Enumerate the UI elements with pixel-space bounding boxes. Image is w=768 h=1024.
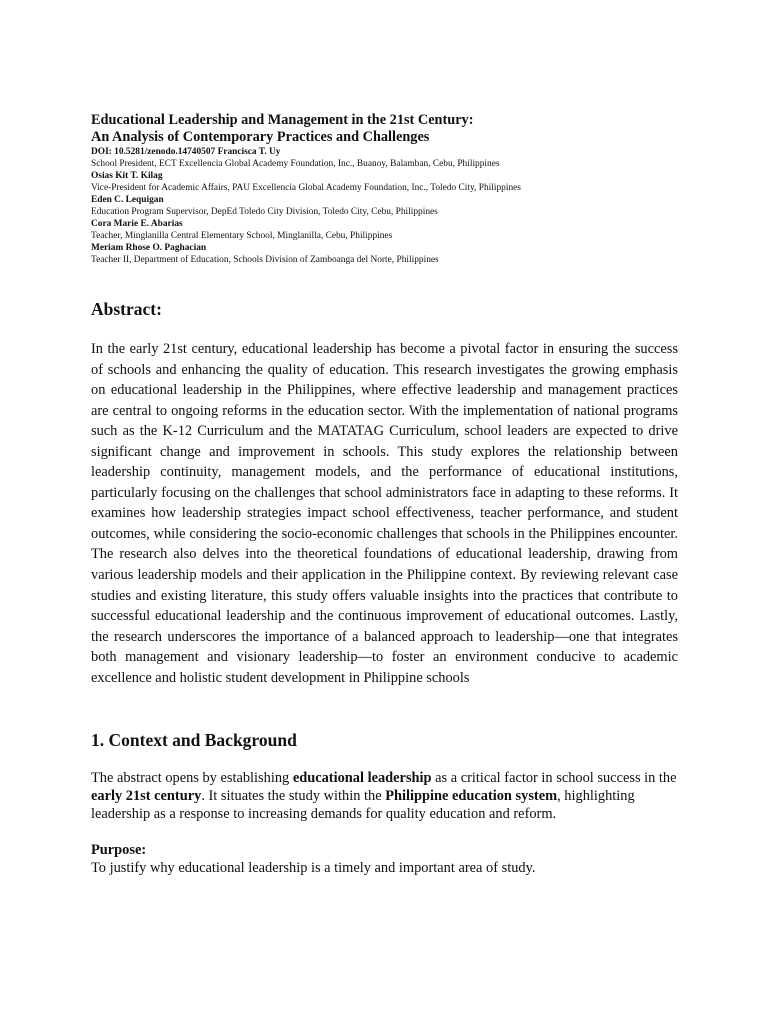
author-affiliation-4: Teacher, Minglanilla Central Elementary School, Minglanilla, Cebu, Philippines <box>91 231 393 241</box>
section-1-paragraph <box>91 769 691 823</box>
paper-title-line-1: Educational Leadership and Management in the 21st Century: <box>91 112 474 128</box>
section-1-heading: 1. Context and Background <box>91 730 297 750</box>
abstract-paragraph: In the early 21st century, educational leadership has become a pivotal factor in ensuring the success of schools and enhancing the quality of education. This research investigates the growing emphasis on educational leadership in the Philippines, where effective leadership and management practices are central to ongoing reforms in the education sector. With the implementation of national programs such as the K-12 Curriculum and the MATATAG Curriculum, school leaders are expected to drive significant change and improvement in schools. This study explores the relationship between leadership continuity, management models, and the performance of educational institutions, particularly focusing on the challenges that school administrators face in adapting to these reforms. It examines how leadership strategies impact school effectiveness, teacher performance, and student outcomes, while considering the socio-economic challenges that schools in the Philippines encounter. The research also delves into the theoretical foundations of educational leadership, drawing from various leadership models and their application in the Philippine context. By reviewing relevant case studies and existing literature, this study offers valuable insights into the practices that contribute to successful educational leadership and the continuous improvement of educational outcomes. Lastly, the research underscores the importance of a balanced approach to leadership—one that integrates both management and visionary leadership—to foster an environment conducive to academic excellence and holistic student development in Philippine schools <box>91 341 678 686</box>
emphasis-early-21st-century: early 21st century <box>91 788 202 804</box>
text-segment: The abstract opens by establishing <box>91 770 293 786</box>
purpose-block <box>91 841 691 877</box>
author-affiliation-5: Teacher II, Department of Education, Schools Division of Zamboanga del Norte, Philippines <box>91 255 439 265</box>
purpose-text: To justify why educational leadership is a timely and important area of study. <box>91 860 536 876</box>
emphasis-philippine-education-system: Philippine education system <box>385 788 558 804</box>
text-segment: as a critical factor in school success in the <box>431 770 677 786</box>
author-name-4: Cora Marie E. Abarias <box>91 219 183 229</box>
text-segment: . It situates the study within the <box>201 788 386 804</box>
author-name-3: Eden C. Lequigan <box>91 195 164 205</box>
emphasis-educational-leadership: educational leadership <box>292 770 432 786</box>
abstract-body <box>91 339 678 688</box>
doi-and-first-author: DOI: 10.5281/zenodo.14740507 Francisca T. Uy <box>91 147 281 157</box>
purpose-label: Purpose: <box>91 842 147 858</box>
section-1-text <box>91 769 691 823</box>
author-affiliation-3: Education Program Supervisor, DepEd Toledo City Division, Toledo City, Cebu, Philippines <box>91 207 438 217</box>
paper-title-line-2: An Analysis of Contemporary Practices and Challenges <box>91 129 430 145</box>
abstract-heading: Abstract: <box>91 299 162 319</box>
author-name-2: Osias Kit T. Kilag <box>91 171 163 181</box>
paper-header <box>91 112 691 266</box>
author-name-5: Meriam Rhose O. Paghacian <box>91 243 207 253</box>
author-affiliation-1: School President, ECT Excellencia Global Academy Foundation, Inc., Buanoy, Balamban, Cebu, Philippines <box>91 159 500 169</box>
text-segment: , highlighting leadership as a response to increasing demands for quality education and reform. <box>91 788 635 822</box>
author-affiliation-2: Vice-President for Academic Affairs, PAU Excellencia Global Academy Foundation, Inc., Toledo City, Philippines <box>91 183 521 193</box>
